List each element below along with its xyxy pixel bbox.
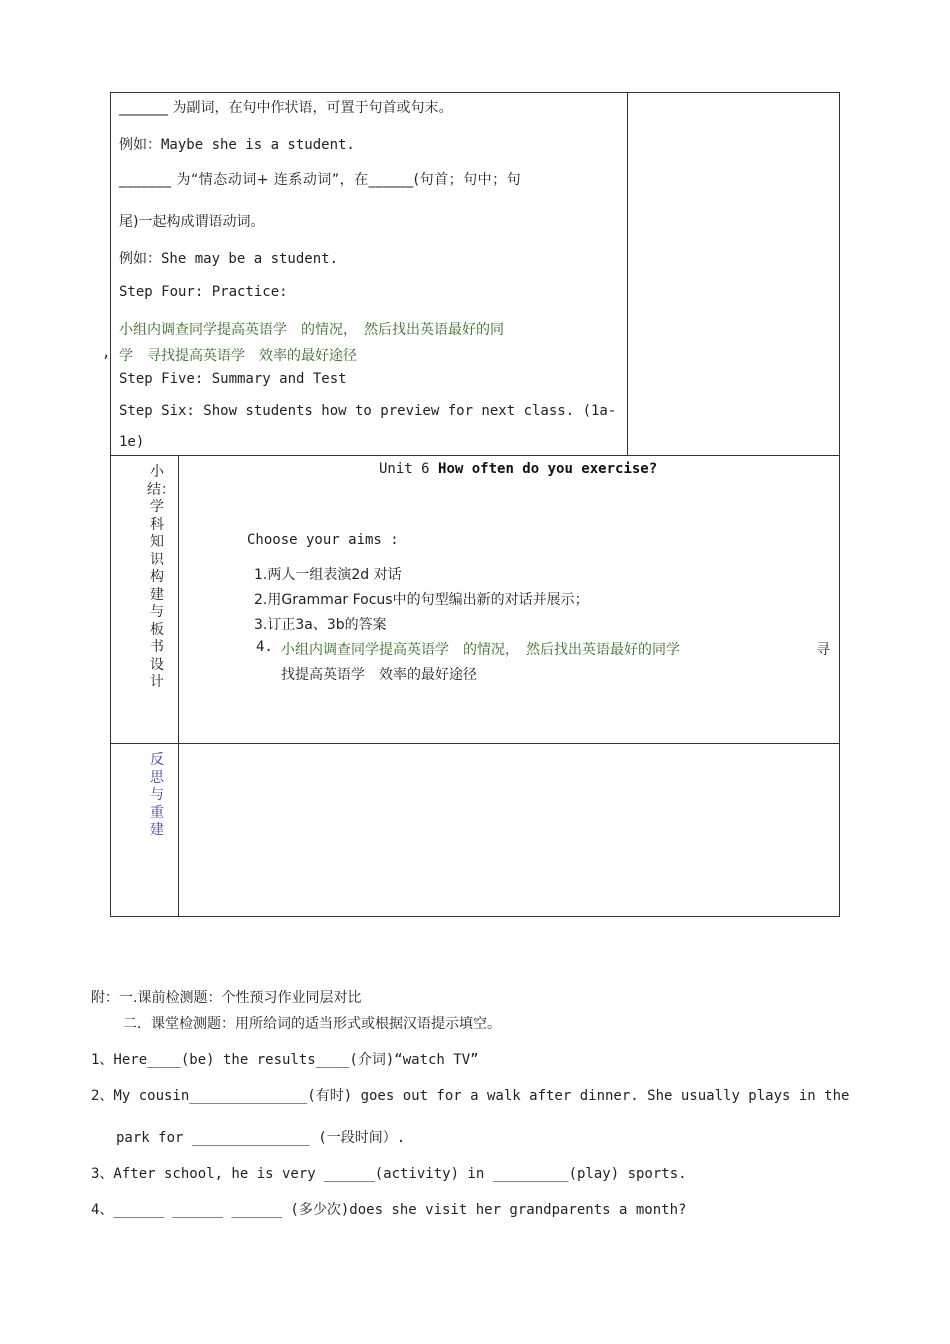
example-maybe: 例如：Maybe she is a student. xyxy=(119,137,355,153)
top-cell-divider xyxy=(627,92,628,456)
exercise-2: 2、My cousin______________(有时) goes out for a walk after dinner. She usually plays in the xyxy=(91,1088,850,1104)
aim-4-cont: 找提高英语学 效率的最好途径 xyxy=(281,667,477,683)
exercise-4: 4、______ ______ ______ (多少次)does she visit her grandparents a month? xyxy=(91,1202,687,1218)
example-may-be: 例如：She may be a student. xyxy=(119,251,339,267)
modal-verb-note: _______ 为“情态动词+ 连系动词”，在______(句首；句中；句 xyxy=(119,172,522,188)
aim-4-number: 4. xyxy=(256,639,273,655)
appendix-subheading: 二．课堂检测题：用所给词的适当形式或根据汉语提示填空。 xyxy=(123,1016,501,1032)
practice-task: 小组内调查同学提高英语学 的情况， 然后找出英语最好的同 xyxy=(119,322,504,338)
step-six-cont: 1e) xyxy=(119,434,145,450)
unit-heading xyxy=(379,461,657,477)
aim-1: 1.两人一组表演2d 对话 xyxy=(254,567,402,583)
reflection-side-label: 反思与重建 xyxy=(150,752,164,838)
table-border-top xyxy=(110,92,840,93)
summary-side-label: 小结：学科知识构建与板书设计 xyxy=(147,464,175,690)
step-five: Step Five: Summary and Test xyxy=(119,371,347,387)
aim-4-text: 小组内调查同学提高英语学 的情况， 然后找出英语最好的同学 xyxy=(281,642,680,658)
margin-comma: , xyxy=(102,345,111,361)
table-border-right xyxy=(839,92,840,917)
exercise-3: 3、After school, he is very ______(activity) in _________(play) sports. xyxy=(91,1166,687,1182)
exercise-2-cont: park for ______________ (一段时间）. xyxy=(116,1130,406,1146)
table-border-left xyxy=(110,92,111,917)
unit-title: How often do you exercise? xyxy=(438,461,658,477)
step-four: Step Four: Practice: xyxy=(119,284,288,300)
appendix-heading: 附：一.课前检测题：个性预习作业同层对比 xyxy=(91,990,362,1006)
reflection-cell xyxy=(179,744,839,916)
aim-4-tail: 寻 xyxy=(816,642,830,658)
aims-label: Choose your aims : xyxy=(247,532,399,548)
exercise-1: 1、Here____(be) the results____(介词)“watch TV” xyxy=(91,1052,479,1068)
modal-verb-note-cont: 尾)一起构成谓语动词。 xyxy=(119,214,265,230)
practice-task-cont: 学 寻找提高英语学 效率的最好途径 xyxy=(119,348,357,364)
aim-2: 2.用Grammar Focus中的句型编出新的对话并展示； xyxy=(254,592,589,608)
unit-prefix: Unit 6 xyxy=(379,461,439,477)
step-six: Step Six: Show students how to preview for next class. (1a- xyxy=(119,403,617,419)
aim-3: 3.订正3a、3b的答案 xyxy=(254,617,387,633)
row-divider-1 xyxy=(110,455,840,456)
adverb-note: _______ 为副词，在句中作状语，可置于句首或句末。 xyxy=(119,100,453,116)
table-border-bottom xyxy=(110,916,840,917)
